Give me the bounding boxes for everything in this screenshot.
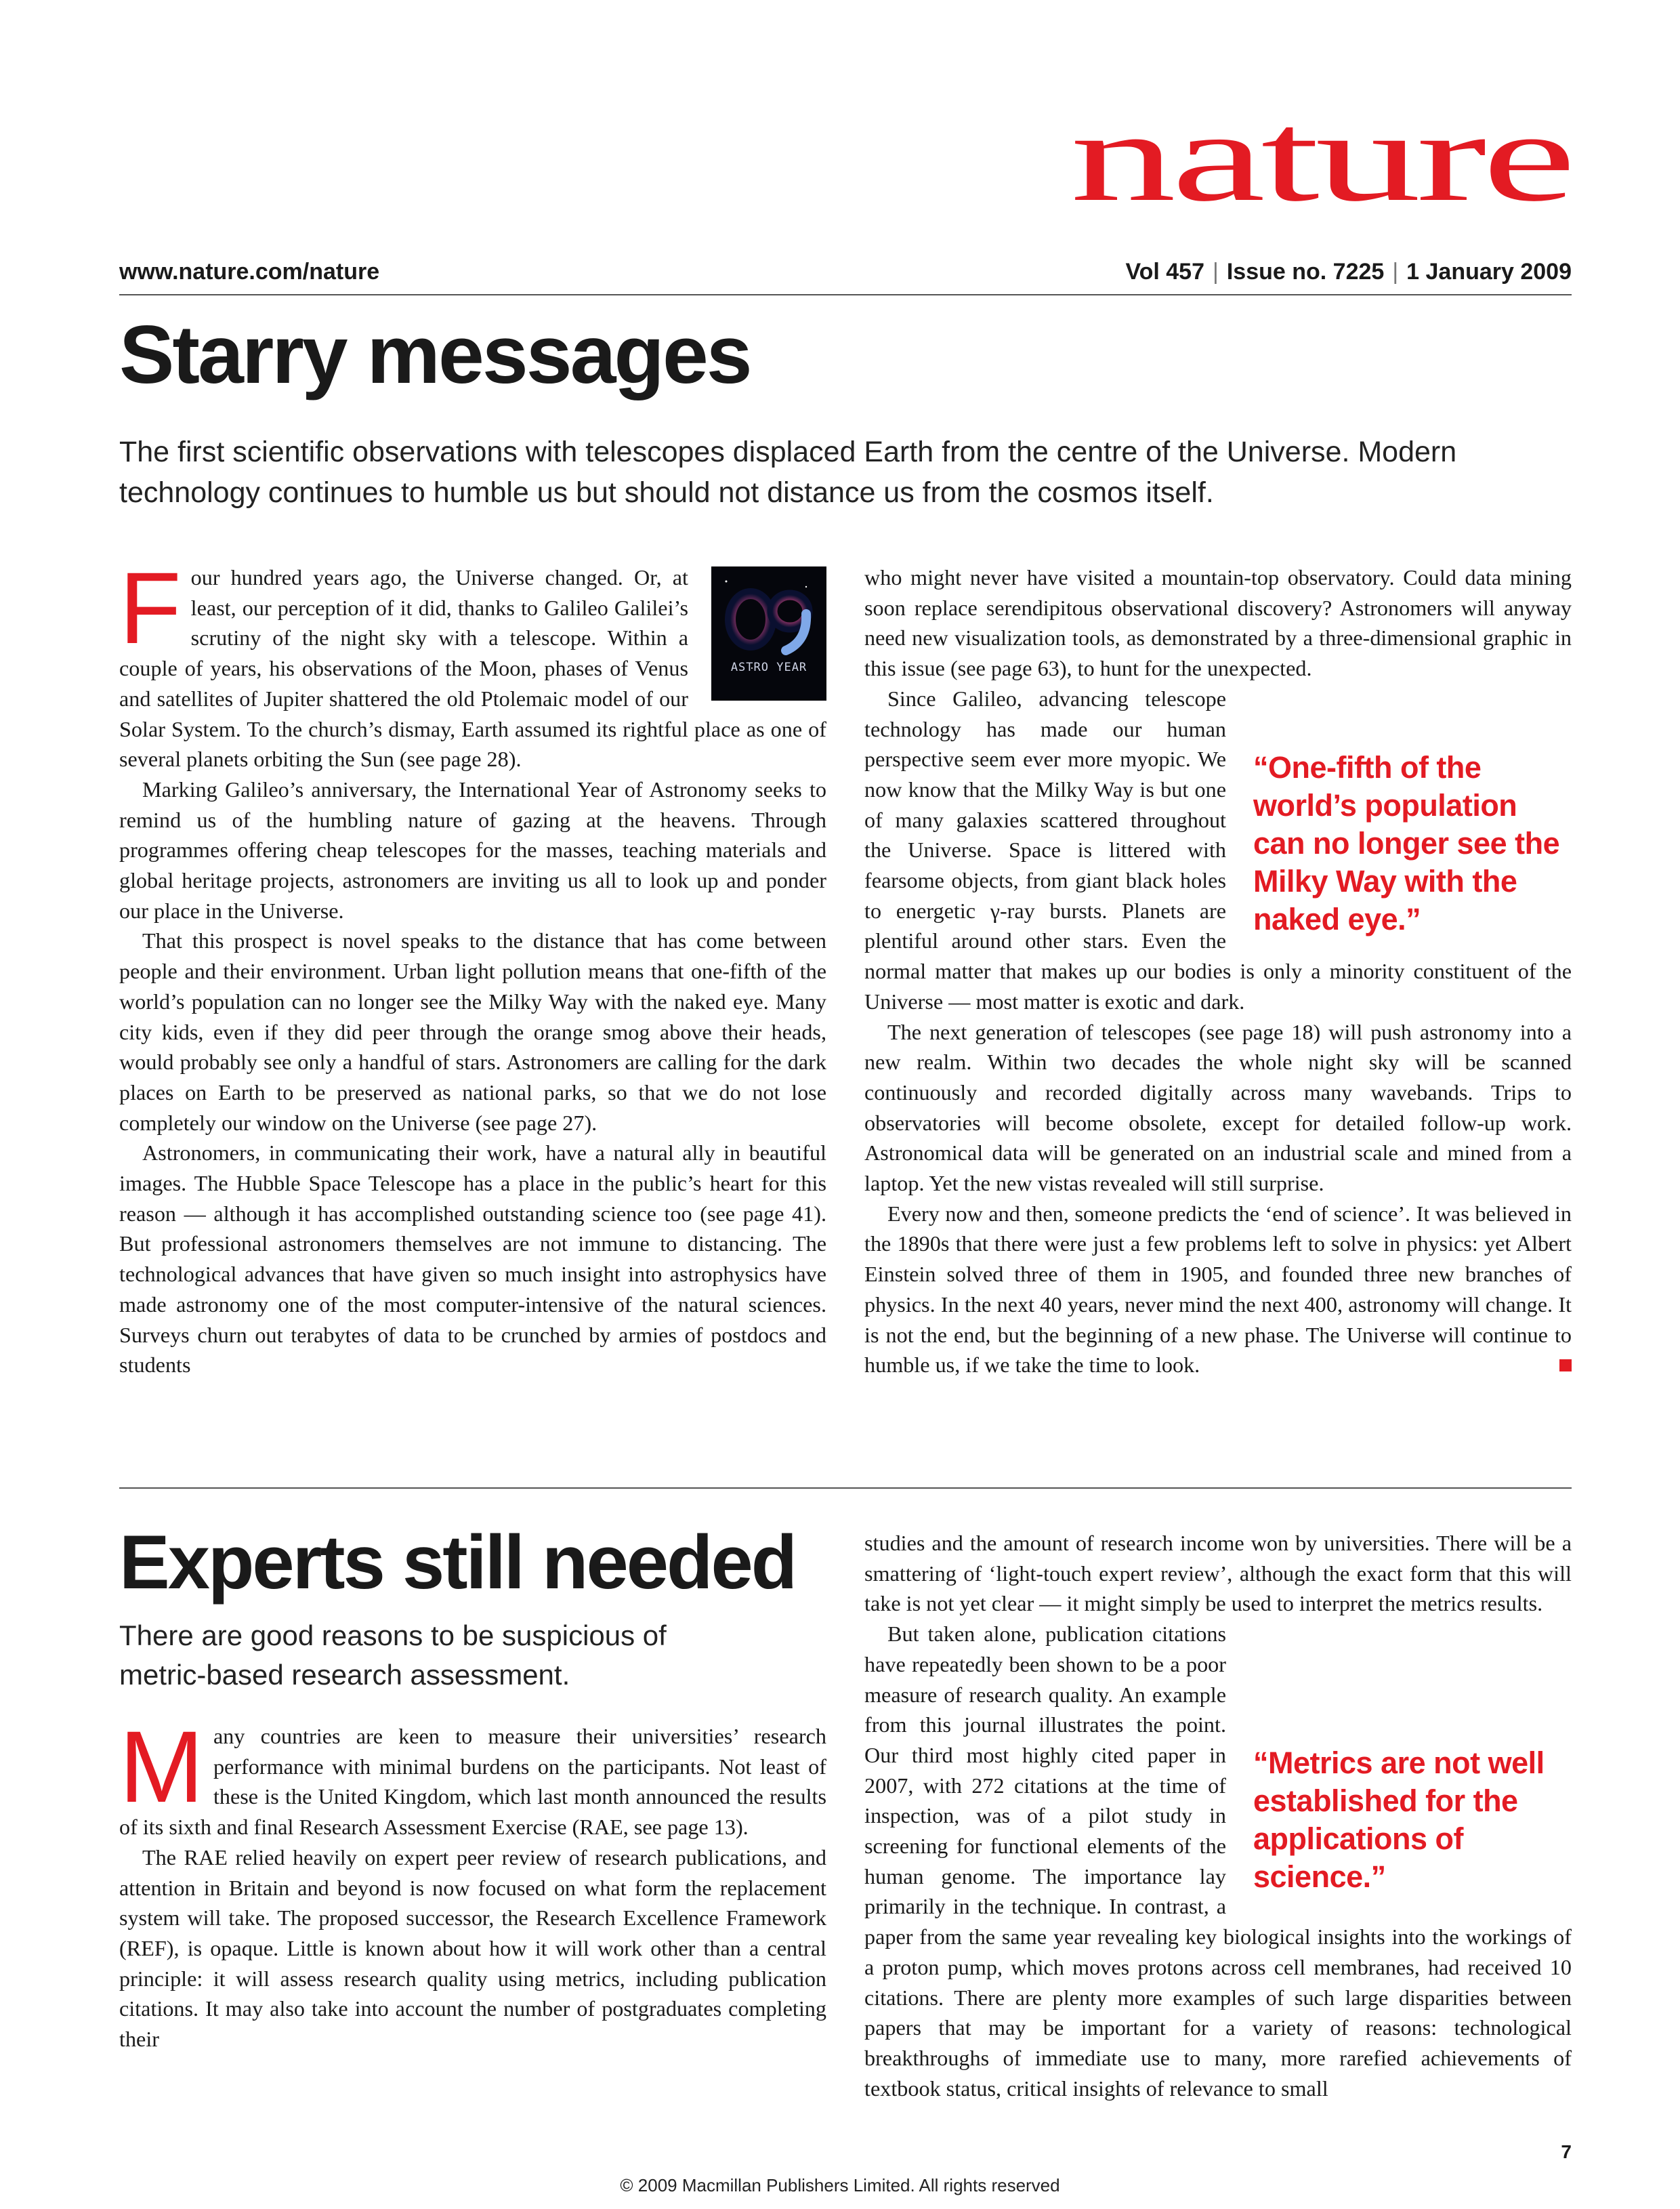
- paragraph: [864, 1199, 1572, 1380]
- editorial-column-2: [864, 562, 1572, 1380]
- editorial2-column-1: [119, 1710, 826, 2055]
- paragraph: The RAE relied heavily on expert peer review of research publications, and attention in Britain and beyond is now focused on what form the replacement system will take. The proposed successor, the Research Excellence Framework (REF), is opaque. Little is known about how it will work other than a central principle: it will assess research quality using metrics, including publication citations. It may also take into account the number of postgraduates completing their: [119, 1844, 826, 2052]
- paragraph: who might never have visited a mountain-top observatory. Could data mining soon replace serendipitous observational discovery? Astronomers will anyway need new visualization tools, as demonstrated by a three-dimensional graphic in this issue (see page 63), to hunt for the unexpected.: [864, 565, 1572, 681]
- paragraph: [119, 551, 826, 775]
- editorial-title-2: Experts still needed: [119, 1520, 796, 1605]
- site-url[interactable]: www.nature.com/nature: [119, 259, 380, 285]
- nature-logo-text: nature: [1070, 105, 1572, 220]
- paragraph-text: Since Galileo, advancing telescope technology has made our human perspective seem ever more myopic. We now know that the Milky Way is but one of many galaxies scattered throughout the Universe. Space is littered with fearsome objects, from giant black holes to energetic γ-ray bursts. Planets are plentiful around other stars. Even the normal matter that makes up our bodies is only a minority constituent of the Universe — most matter is exotic and dark.: [864, 686, 1572, 1014]
- issue-number: Issue no. 7225: [1226, 259, 1385, 285]
- paragraph-text: any countries are keen to measure their universities’ research performance with minimal burdens on the participants. Not least of these is the United Kingdom, which last month announced the results of its sixth and final Research Assessment Exercise (RAE, see page 13).: [119, 1724, 826, 1840]
- astro-year-label: ASTRO YEAR: [730, 661, 807, 675]
- paragraph-text: But taken alone, publication citations have repeatedly been shown to be a poor measure of research quality. An example from this journal illustrates the point. Our third most highly cited paper in 2007, with 272 citations at the time of inspection, was of a pilot study in screening for functional elements of the human genome. The importance lay primarily in the technique. In contrast, a paper from the same year revealing key biological insights into the workings of a proton pump, which moves protons across cell membranes, had received 10 citations. There are plenty more examples of such large disparities between papers that may be important for a variety of reasons: technological breakthroughs of immediate use to many, more rarefied achievements of textbook status, critical insights of relevance to small: [864, 1622, 1572, 2101]
- end-mark: [1559, 1359, 1572, 1371]
- editorial-column-1: [119, 551, 826, 1380]
- paragraph: [864, 1619, 1572, 2103]
- header-rule: [119, 294, 1572, 295]
- paragraph-text: Every now and then, someone predicts the ‘end of science’. It was believed in the 1890s that there were just a few problems left to solve in physics: yet Albert Einstein solved three of them in 1905, and founded three new branches of physics. In the next 40 years, never mind the next 400, astronomy will change. It is not the end, but the beginning of a new phase. The Universe will continue to humble us, if we take the time to look.: [864, 1201, 1572, 1378]
- paragraph: [119, 1710, 826, 1842]
- dropcap: F: [119, 551, 182, 665]
- copyright-notice: © 2009 Macmillan Publishers Limited. All rights reserved: [620, 2175, 1060, 2195]
- paragraph: Astronomers, in communicating their work, have a natural ally in beautiful images. The Hubble Space Telescope has a place in the public’s heart for this reason — although it has accomplished outstanding science too (see page 41). But professional astronomers themselves are not immune to distancing. The technological advances that have given so much insight into astrophysics have made astronomy one of the most computer-intensive of the natural sciences. Surveys churn out terabytes of data to be crunched by armies of postdocs and students: [119, 1140, 826, 1378]
- paragraph: [864, 684, 1572, 1017]
- pull-quote: “One-fifth of the world’s population can no longer see the Milky Way with the naked eye.”: [1253, 749, 1560, 936]
- pull-quote-2: “Metrics are not well established for the applications of science.”: [1253, 1746, 1545, 1895]
- editorial2-column-2: [864, 1528, 1572, 2103]
- issue-date: 1 January 2009: [1406, 259, 1572, 285]
- volume: Vol 457: [1125, 259, 1204, 285]
- editorial-title: Starry messages: [119, 308, 751, 400]
- editorial-standfirst-2: There are good reasons to be suspicious of metric-based research assessment.: [119, 1619, 667, 1691]
- paragraph: That this prospect is novel speaks to the distance that has come between people and their environment. Urban light pollution means that one-fifth of the world’s population can no longer see the Milky Way with the naked eye. Many city kids, even if they did peer through the orange smog above their heads, would probably see only a handful of stars. Astronomers are calling for the dark places on Earth to be preserved as national parks, so that we do not lose completely our window on the Universe (see page 27).: [119, 928, 826, 1135]
- paragraph-text: our hundred years ago, the Universe changed. Or, at least, our perception of it did, thanks to Galileo Galilei’s scrutiny of the night sky with a telescope. Within a couple of years, his observations of the Moon, phases of Venus and satellites of Jupiter shattered the old Ptolemaic model of our Solar System. To the church’s dismay, Earth assumed its rightful place as one of several planets orbiting the Sun (see page 28).: [119, 565, 826, 772]
- paragraph: The next generation of telescopes (see page 18) will push astronomy into a new realm. Within two decades the whole night sky will be scanned continuously and recorded digitally across many wavebands. Trips to observatories will become obsolete, except for detailed follow-up work. Astronomical data will be generated on an industrial scale and mined from a laptop. Yet the new vistas revealed will still surprise.: [864, 1019, 1572, 1196]
- astronomy-year-logo-image: [711, 566, 826, 701]
- nature-logo: [1070, 105, 1572, 220]
- editorial-standfirst: The first scientific observations with telescopes displaced Earth from the centre of the Universe. Modern technology continues to humble us but should not distance us from the cosmos itself.: [119, 436, 1457, 509]
- dropcap: M: [119, 1710, 204, 1823]
- section-divider: [119, 1487, 1572, 1489]
- issue-info: Vol 457 | Issue no. 7225 | 1 January 2009: [1125, 259, 1572, 285]
- paragraph: studies and the amount of research income won by universities. There will be a smattering of ‘light-touch expert review’, although the exact form that this will take is not yet clear — it might simply be used to interpret the metrics results.: [864, 1531, 1572, 1616]
- page-number: 7: [1561, 2141, 1572, 2162]
- paragraph: Marking Galileo’s anniversary, the International Year of Astronomy seeks to remind us of the humbling nature of gazing at the heavens. Through programmes offering cheap telescopes for the masses, teaching materials and global heritage projects, astronomers are inviting us all to look up and ponder our place in the Universe.: [119, 777, 826, 923]
